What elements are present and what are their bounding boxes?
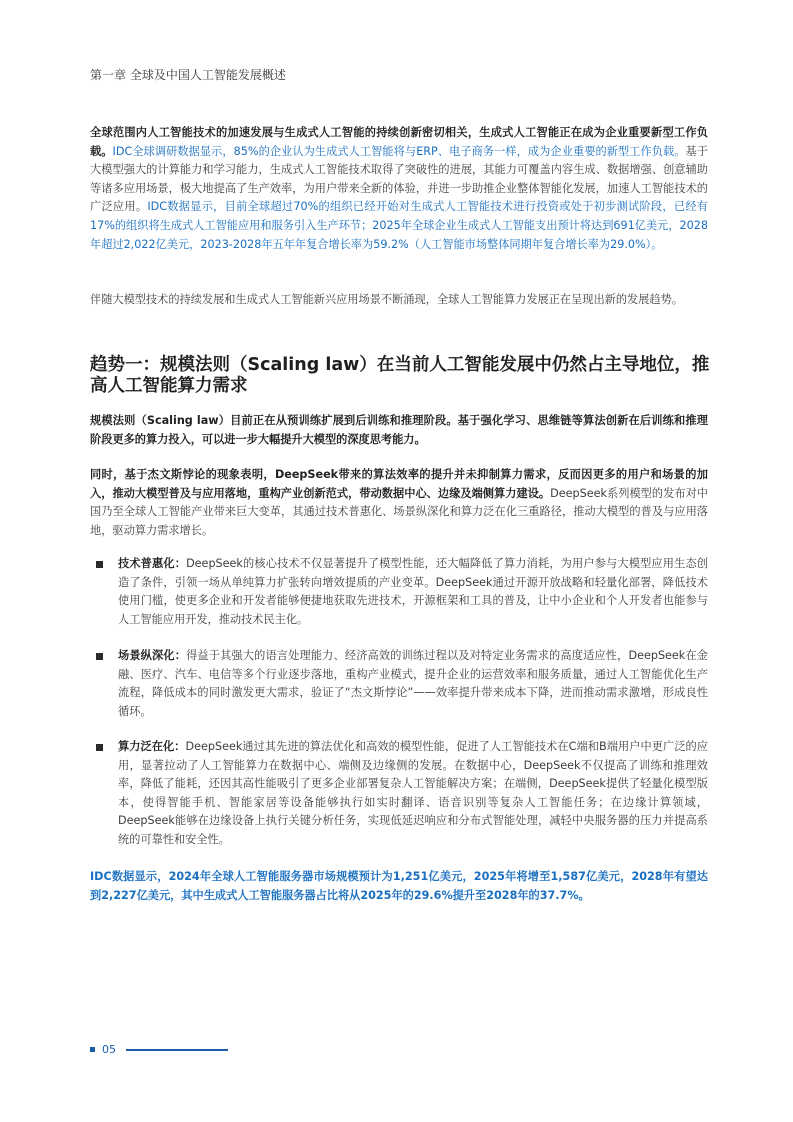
trend1-lead: 规模法则（Scaling law）目前正在从预训练扩展到后训练和推理阶段。基于强化学习、思维链等算法创新在后训练和推理阶段更多的算力投入，可以进一步大幅提升大模型的深度思考能力。 xyxy=(90,414,708,446)
bullet-square-3 xyxy=(96,744,103,751)
footer-rule xyxy=(126,1049,228,1051)
bullet-item-1 xyxy=(118,555,708,629)
intro-bold: 全球范围内人工智能技术的加速发展与生成式人工智能的持续创新密切相关，生成式人工智能正在成为企业重要新型工作负载。 xyxy=(90,126,708,158)
intro-blue-1: IDC全球调研数据显示，85%的企业认为生成式人工智能将与ERP、电子商务一样，成为企业重要的新型工作负载。 xyxy=(112,144,686,158)
trend1-paragraph-2 xyxy=(90,466,708,540)
trend1-heading: 趋势一：规模法则（Scaling law）在当前人工智能发展中仍然占主导地位，推高人工智能算力需求 xyxy=(90,355,710,396)
chapter-header: 第一章 全球及中国人工智能发展概述 xyxy=(90,68,286,82)
bullet-label-3: 算力泛在化： xyxy=(118,740,186,753)
bullet-square-2 xyxy=(96,653,103,660)
bullet-label-2: 场景纵深化： xyxy=(118,649,187,662)
trend1-p2-bold: 同时，基于杰文斯悖论的现象表明，DeepSeek带来的算法效率的提升并未抑制算力需求，反而因更多的用户和场景的加入，推动大模型普及与应用落地，重构产业创新范式，带动数据中心、边缘及端侧算力建设。 xyxy=(90,468,708,500)
idc-server-paragraph: IDC数据显示，2024年全球人工智能服务器市场规模预计为1,251亿美元，2025年将增至1,587亿美元，2028年有望达到2,227亿美元，其中生成式人工智能服务器占比将从2025年的29.6%提升至2028年的37.7%。 xyxy=(90,870,708,902)
bullet-text-2: 得益于其强大的语言处理能力、经济高效的训练过程以及对特定业务需求的高度适应性，DeepSeek在金融、医疗、汽车、电信等多个行业逐步落地，重构产业模式，提升企业的运营效率和服务质量，通过人工智能优化生产流程，降低成本的同时激发更大需求，验证了“杰文斯悖论”——效率提升带来成本下降，进而推动需求激增，形成良性循环。 xyxy=(118,649,708,718)
trend1-p2-text: DeepSeek系列模型的发布对中国乃至全球人工智能产业带来巨大变革，其通过技术普惠化、场景纵深化和算力泛在化三重路径，推动大模型的普及与应用落地，驱动算力需求增长。 xyxy=(90,486,708,537)
footer-square xyxy=(90,1047,95,1052)
bullet-item-2 xyxy=(118,647,708,721)
intro-text-1: 基于大模型强大的计算能力和学习能力，生成式人工智能技术取得了突破性的进展，其能力可覆盖内容生成、数据增强、创意辅助等诸多应用场景，极大地提高了生产效率，为用户带来全新的体验，并进一步助推企业整体智能化发展，加速人工智能技术的广泛应用。 xyxy=(90,144,708,214)
bullet-text-1: DeepSeek的核心技术不仅显著提升了模型性能，还大幅降低了算力消耗，为用户参与大模型应用生态创造了条件，引领一场从单纯算力扩张转向增效提质的产业变革。DeepSeek通过开源开放战略和轻量化部署，降低技术使用门槛，使更多企业和开发者能够便捷地获取先进技术，开源框架和工具的普及，让中小企业和个人开发者也能参与人工智能应用开发，推动技术民主化。 xyxy=(118,557,708,626)
page-number: 05 xyxy=(102,1043,116,1056)
trend-intro-paragraph: 伴随大模型技术的持续发展和生成式人工智能新兴应用场景不断涌现，全球人工智能算力发展正在呈现出新的发展趋势。 xyxy=(90,293,683,306)
bullet-item-3 xyxy=(118,738,708,850)
bullet-text-3: DeepSeek通过其先进的算法优化和高效的模型性能，促进了人工智能技术在C端和B端用户中更广泛的应用，显著拉动了人工智能算力在数据中心、端侧及边缘侧的发展。在数据中心，DeepSeek不仅提高了训练和推理效率，降低了能耗，还因其高性能吸引了更多企业部署复杂人工智能解决方案；在端侧，DeepSeek提供了轻量化模型版本，使得智能手机、智能家居等设备能够执行如实时翻译、语音识别等复杂人工智能任务；在边缘计算领域，DeepSeek能够在边缘设备上执行关键分析任务，实现低延迟响应和分布式智能处理，减轻中央服务器的压力并提高系统的可靠性和安全性。 xyxy=(118,740,708,846)
bullet-square-1 xyxy=(96,561,103,568)
bullet-label-1: 技术普惠化： xyxy=(118,557,187,570)
intro-paragraph xyxy=(90,124,708,254)
intro-blue-2: IDC数据显示，目前全球超过70%的组织已经开始对生成式人工智能技术进行投资或处于初步测试阶段，已经有17%的组织将生成式人工智能应用和服务引入生产环节；2025年全球企业生成式人工智能支出预计将达到691亿美元，2028年超过2,022亿美元，2023-2028年五年年复合增长率为59.2%（人工智能市场整体同期年复合增长率为29.0%）。 xyxy=(90,200,708,251)
